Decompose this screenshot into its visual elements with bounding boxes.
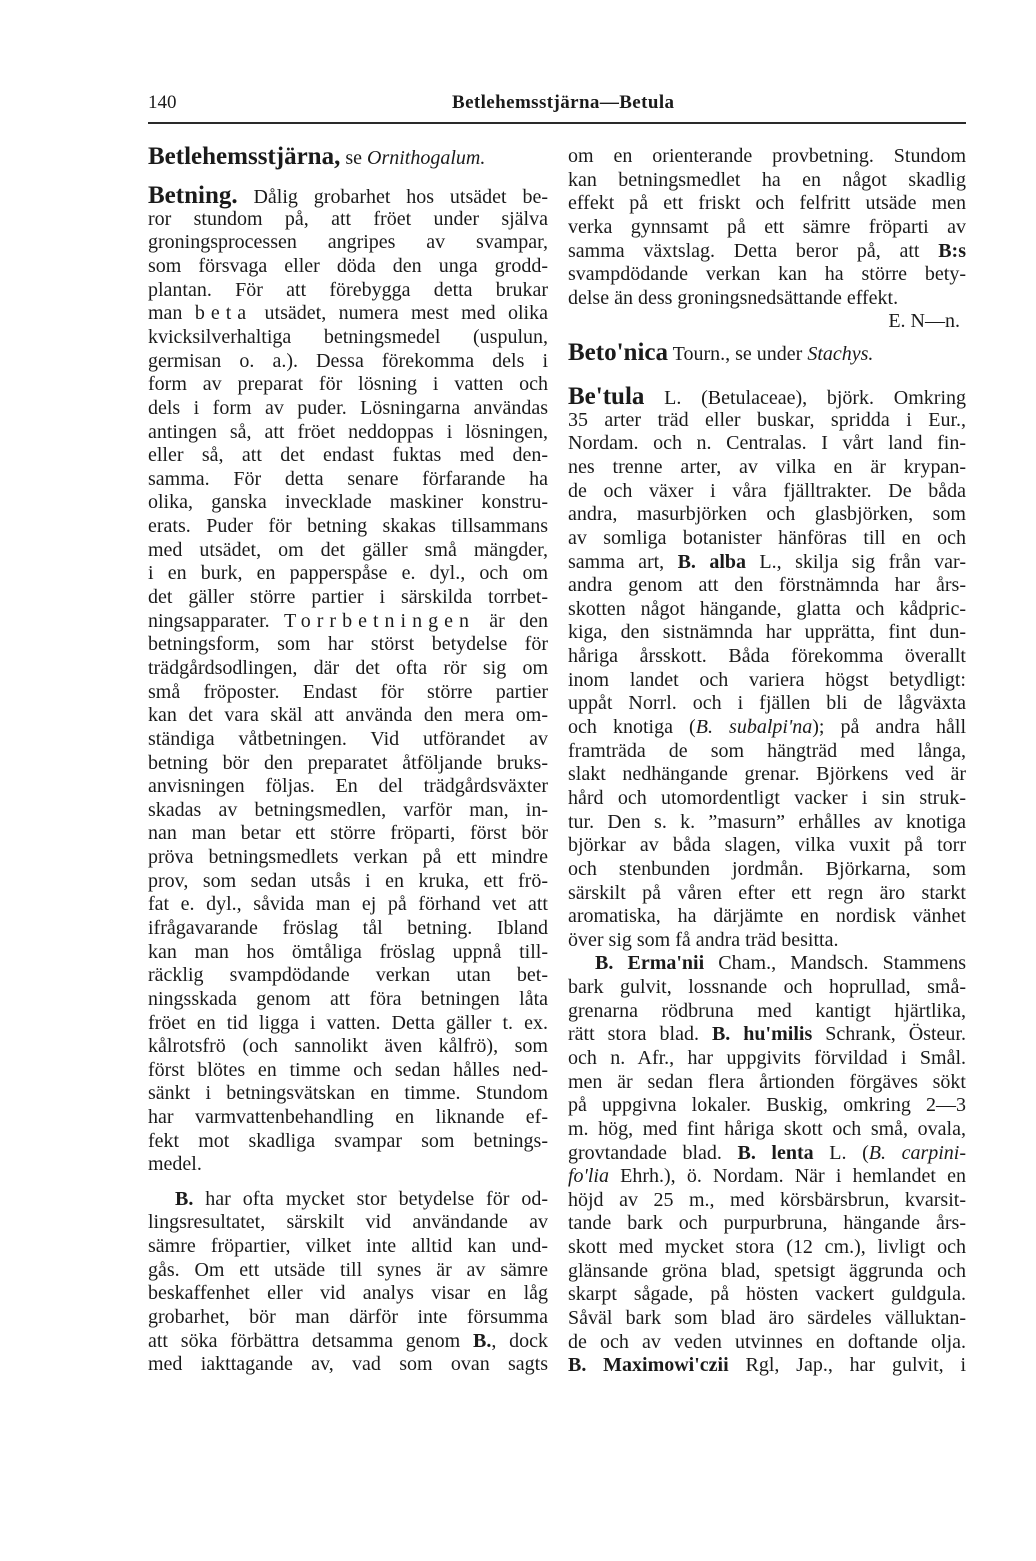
- text: svampdödande verkan kan ha större bety-: [568, 263, 966, 286]
- text: gås. Om ett utsäde till synes är av sämre: [148, 1258, 548, 1281]
- text-line: [148, 1259, 548, 1283]
- article-paragraph: [568, 952, 966, 1378]
- text: dels i form av puder. Lösningarna användas: [148, 396, 548, 419]
- text: uppåt Norrl. och i fjällen bli de lågväxta: [568, 692, 966, 715]
- text: medel.: [148, 1153, 202, 1176]
- text: Såväl bark som blad äro särdeles välluktan-: [568, 1307, 966, 1330]
- text: fekt mot skadliga svampar som betnings-: [148, 1129, 548, 1152]
- text: Schrank, Östeur.: [812, 1023, 966, 1046]
- text-line: [148, 539, 548, 563]
- text-line: [148, 870, 548, 894]
- text: tande bark och purpurbruna, hängande års-: [568, 1212, 966, 1235]
- text-line: [148, 515, 548, 539]
- text-line: [148, 893, 548, 917]
- spaced-text: beta: [194, 302, 253, 325]
- text: tur. Den s. k. ”masurn” erhålles av knotiga: [568, 810, 966, 833]
- text-line: [148, 681, 548, 705]
- text-line: [568, 1331, 966, 1355]
- text: germisan o. a.). Dessa förekomma dels i: [148, 349, 548, 372]
- article-entry: [568, 341, 966, 365]
- text: inom landet och variera högst betydligt:: [568, 668, 966, 691]
- text: skadas av betningsmedlen, varför man, in-: [148, 798, 548, 821]
- text-line: [148, 326, 548, 350]
- italic-text: Ornithogalum.: [367, 147, 486, 169]
- text-line: [148, 421, 548, 445]
- text: grenarna rödbruna med kantigt hjärtlika,: [568, 999, 966, 1022]
- text-line: [148, 1106, 548, 1130]
- text-line: [148, 752, 548, 776]
- text-line: [148, 775, 548, 799]
- text: betningsform, som har störst betydelse för: [148, 633, 548, 656]
- text-line: [568, 409, 966, 433]
- text: är den: [474, 609, 548, 632]
- text-line: [568, 1354, 966, 1378]
- text-line: [148, 231, 548, 255]
- text-line: [148, 846, 548, 870]
- text-line: [148, 1235, 548, 1259]
- text: som försvaga eller döda den unga grodd-: [148, 255, 548, 278]
- text: L. (: [813, 1141, 869, 1164]
- text-line: [148, 941, 548, 965]
- text-line: [568, 882, 966, 906]
- text: aromatiska, ha därjämte en nordisk vänhet: [568, 905, 966, 928]
- text: de och av veden utvinnes en doftande olja.: [568, 1330, 966, 1353]
- headword: Betning.: [148, 182, 238, 210]
- headword: Beto'nica: [568, 339, 668, 367]
- text: groningsprocessen angripes av svampar,: [148, 231, 548, 254]
- text: bark gulvit, lossnande och hoprullad, små-: [568, 976, 966, 999]
- text-line: [148, 1082, 548, 1106]
- text-line: [568, 669, 966, 693]
- text-line: [568, 1260, 966, 1284]
- italic-text: fo'lia: [568, 1165, 609, 1188]
- text: i en burk, en papperspåse e. dyl., och om: [148, 562, 548, 585]
- text-line: [568, 811, 966, 835]
- italic-text: Stachys.: [807, 343, 874, 366]
- text: Cham., Mandsch. Stammens: [704, 952, 966, 975]
- text-line: [568, 551, 966, 575]
- bold-text: B.: [175, 1187, 194, 1210]
- text-line: [568, 216, 966, 240]
- text: över sig som få andra träd besitta.: [568, 928, 839, 951]
- text: skarpt sågade, på hösten vackert guldgula.: [568, 1283, 966, 1306]
- text: 35 arter träd eller buskar, spridda i Eur.,: [568, 408, 966, 431]
- text: av somliga botanister hänföras till en och: [568, 526, 966, 549]
- text: har varmvattenbehandling en liknande ef-: [148, 1106, 548, 1129]
- text-line: [568, 432, 966, 456]
- running-title: Betlehemsstjärna—Betula: [452, 92, 675, 113]
- text: Ehrh.), ö. Nordam. När i hemlandet en: [608, 1165, 966, 1188]
- text-line: [148, 633, 548, 657]
- text: anvisningen följas. En del trädgårdsväxter: [148, 775, 548, 798]
- text: delse än dess groningsnedsättande effekt.: [568, 286, 899, 309]
- text: de och växer i våra fjälltrakter. De båda: [568, 479, 966, 502]
- text-line: [568, 834, 966, 858]
- text: ifrågavarande fröslag tål betning. Ibland: [148, 917, 548, 939]
- text: har ofta mycket stor betydelse för od-: [193, 1187, 548, 1210]
- text-line: [568, 929, 966, 953]
- text: se: [340, 147, 367, 169]
- text-line: [568, 527, 966, 551]
- text-line: [568, 621, 966, 645]
- text: trädgårdsodlingen, där det ofta rör sig om: [148, 656, 548, 679]
- text-line: [148, 1353, 548, 1377]
- left-column: [148, 145, 548, 1377]
- text: Dålig grobarhet hos utsädet be-: [237, 186, 548, 209]
- text-line: [568, 787, 966, 811]
- text-line: [568, 905, 966, 929]
- text: att söka förbättra detsamma genom: [148, 1329, 473, 1352]
- text: L., skilja sig från var-: [746, 550, 966, 573]
- text-line: [148, 1330, 548, 1354]
- text: betning bör den preparatet åtföljande bruks-: [148, 751, 548, 774]
- headword: Be'tula: [568, 383, 645, 411]
- text: kan det vara skäl att använda den mera om-: [148, 704, 548, 727]
- bold-text: B. alba: [677, 550, 747, 573]
- text: slakt nedhängande grenar. Björkens ved är: [568, 763, 966, 786]
- text: framträda de som hängträd med långa,: [568, 739, 966, 762]
- text-line: [568, 1165, 966, 1189]
- text-line: [148, 586, 548, 610]
- text: fröet en tid ligga i vatten. Detta gäller t. ex.: [148, 1011, 548, 1034]
- text: skotten något hängande, glatta och kådpric-: [568, 597, 966, 620]
- text-line: [568, 1023, 966, 1047]
- text-line: [568, 503, 966, 527]
- headword: Betlehemsstjärna,: [148, 143, 341, 170]
- text-line: [568, 1071, 966, 1095]
- text-line: [568, 192, 966, 216]
- text: kålrotsfrö (och sannolikt även kålfrö), som: [148, 1035, 548, 1058]
- text-line: [568, 858, 966, 882]
- text-line: [568, 240, 966, 264]
- bold-text: B.: [472, 1329, 492, 1352]
- text-line: [568, 1189, 966, 1213]
- text-line: [568, 1283, 966, 1307]
- text-line: [148, 145, 548, 169]
- text: man: [148, 302, 195, 325]
- text-line: [148, 373, 548, 397]
- text: björkar av båda slagen, vilka vuxit på torr: [568, 834, 966, 857]
- bold-text: B. Erma'nii: [595, 952, 705, 975]
- article-entry: [148, 145, 548, 169]
- text: först blötes en timme och sedan hålles ned-: [148, 1058, 548, 1081]
- text-line: [568, 1236, 966, 1260]
- text: glänsande gröna blad, spetsigt äggrunda och: [568, 1259, 966, 1282]
- text: effekt på ett friskt och felfritt utsäde men: [568, 192, 966, 215]
- text-line: [568, 740, 966, 764]
- text: håriga årsskott. Båda förekomma överallt: [568, 645, 966, 668]
- text-line: [148, 657, 548, 681]
- text-line: [148, 1059, 548, 1083]
- text-line: [148, 491, 548, 515]
- text: höjd av 25 m., med körsbärsbrun, kvarsit-: [568, 1188, 966, 1211]
- text-line: [568, 456, 966, 480]
- text-line: [148, 1188, 548, 1212]
- text-line: [148, 397, 548, 421]
- text-line: [148, 610, 548, 634]
- header-rule: [148, 122, 966, 124]
- text-line: [568, 1000, 966, 1024]
- text-line: [148, 208, 548, 232]
- text-line: [568, 169, 966, 193]
- text: kan betningsmedlet ha en något skadlig: [568, 168, 966, 191]
- text: samma växtslag. Detta beror på, att: [568, 239, 939, 262]
- article-paragraph: [568, 145, 966, 310]
- text-line: [148, 350, 548, 374]
- text: med utsädet, om det gäller små mängder,: [148, 538, 548, 561]
- text-line: [568, 574, 966, 598]
- text: nes trenne arter, av vilka en är krypan-: [568, 455, 966, 478]
- text-line: [148, 1130, 548, 1154]
- text: pröva betningsmedlets verkan på ett mindre: [148, 846, 548, 869]
- text: andra, masurbjörken och glasbjörken, som: [568, 503, 966, 526]
- text-line: [148, 562, 548, 586]
- text-line: [148, 279, 548, 303]
- bold-text: B. lenta: [737, 1141, 814, 1164]
- text: plantan. För att förebygga detta brukar: [148, 278, 548, 301]
- text: Tourn., se under: [668, 343, 808, 366]
- text: , dock: [491, 1329, 548, 1352]
- text-line: [148, 444, 548, 468]
- text: samma art,: [568, 550, 678, 573]
- text: m. hög, med fint håriga skott och små, ovala,: [568, 1117, 966, 1140]
- text-line: [568, 1142, 966, 1166]
- text: andra genom att den förstnämnda har års-: [568, 574, 966, 597]
- text: och n. Afr., har uppgivits förvildad i Smål.: [568, 1047, 966, 1069]
- text: men är sedan flera årtionden förgäves sökt: [568, 1070, 966, 1093]
- text-line: [148, 1282, 548, 1306]
- text-line: [568, 952, 966, 976]
- text-line: [148, 184, 548, 208]
- text-line: [148, 728, 548, 752]
- text: fat e. dyl., såvida man ej på förhand vet att: [148, 893, 548, 916]
- bold-text: B:s: [938, 239, 966, 262]
- article-entry: [568, 385, 966, 952]
- text: olika, ganska invecklade maskiner konstru-: [148, 491, 548, 514]
- text: kan man hos ömtåliga fröslag uppnå till-: [148, 940, 548, 963]
- text-line: [568, 763, 966, 787]
- text: prov, som sedan utsås i en kruka, ett frö-: [148, 869, 548, 892]
- text: med iakttagande av, vad som ovan sagts: [148, 1353, 548, 1376]
- text-line: [148, 799, 548, 823]
- text: räcklig svampdödande verkan utan bet-: [148, 964, 548, 987]
- text-line: [568, 1212, 966, 1236]
- text: på uppgivna lokaler. Buskig, omkring 2—3: [568, 1094, 966, 1117]
- spaced-text: Torrbetningen: [283, 609, 475, 632]
- text: sänkt i betningsvätskan en timme. Stundom: [148, 1082, 548, 1105]
- text: ningsapparater.: [148, 609, 284, 632]
- text: kiga, den sistnämnda har upprätta, fint dun-: [568, 621, 966, 644]
- text-line: [568, 145, 966, 169]
- text-line: [148, 468, 548, 492]
- bold-text: B. Maximowi'czii: [568, 1354, 729, 1377]
- author-signature: E. N—n.: [888, 310, 960, 333]
- bold-text: B. hu'milis: [711, 1023, 813, 1046]
- page-number: 140: [148, 92, 177, 113]
- text-line: [148, 964, 548, 988]
- text-line: [568, 1307, 966, 1331]
- text-line: [148, 917, 548, 941]
- text: om en orienterande provbetning. Stundom: [568, 145, 966, 167]
- text: antingen så, att fröet neddoppas i lösningen,: [148, 420, 548, 443]
- text-line: [148, 822, 548, 846]
- article-entry: [148, 184, 548, 1177]
- text: sämre fröpartier, vilket inte alltid kan und-: [148, 1235, 548, 1258]
- text: ningsskada genom att föra betningen låta: [148, 987, 548, 1010]
- text: form av preparat för lösning i vatten och: [148, 373, 548, 396]
- text: grobarhet, bör man därför inte försumma: [148, 1305, 548, 1328]
- text: beskaffenhet eller vid analys visar en låg: [148, 1282, 548, 1305]
- text-line: [568, 263, 966, 287]
- text: nan man betar ett större fröparti, först bör: [148, 822, 548, 845]
- text-line: [568, 716, 966, 740]
- text-line: [148, 1211, 548, 1235]
- text: samma. För detta senare förfarande ha: [148, 467, 548, 490]
- text: och stenbunden jordmån. Björkarna, som: [568, 857, 966, 880]
- text-line: [148, 302, 548, 326]
- right-column: [568, 145, 966, 1378]
- text: lingsresultatet, särskilt vid användande av: [148, 1211, 548, 1234]
- text: hård och utomordentligt vacker i sin struk-: [568, 786, 966, 809]
- text: erats. Puder för betning skakas tillsammans: [148, 515, 548, 538]
- text: små fröposter. Endast för större partier: [148, 680, 548, 703]
- text: rätt stora blad.: [568, 1023, 712, 1046]
- text-line: [148, 1306, 548, 1330]
- text: eller så, att det endast fuktas med den-: [148, 444, 548, 467]
- text-line: [148, 1012, 548, 1036]
- text: ); på andra håll: [812, 716, 967, 739]
- text: kvicksilverhaltiga betningsmedel (uspulun,: [148, 325, 548, 348]
- text: grovtandade blad.: [568, 1141, 738, 1164]
- text-line: [148, 255, 548, 279]
- text-line: [148, 1153, 548, 1177]
- text-line: [568, 598, 966, 622]
- text-line: [568, 480, 966, 504]
- text: ror stundom på, att fröet under själva: [148, 207, 548, 230]
- text-line: [568, 287, 966, 311]
- text: utsädet, numera mest med olika: [252, 302, 548, 325]
- text: verka gynnsamt på ett sämre fröparti av: [568, 215, 966, 238]
- text-line: [568, 1094, 966, 1118]
- text-line: [568, 692, 966, 716]
- text-line: [568, 341, 966, 365]
- text: särskilt på våren efter ett regn äro starkt: [568, 881, 966, 904]
- text: och knotiga (: [568, 716, 696, 739]
- text-line: [568, 385, 966, 409]
- text-line: [568, 1118, 966, 1142]
- text-line: [148, 1035, 548, 1059]
- text-line: [568, 1047, 966, 1071]
- text-line: [148, 988, 548, 1012]
- text-line: [568, 976, 966, 1000]
- italic-text: B. carpini-: [868, 1141, 967, 1164]
- text: skott med mycket stora (12 cm.), livligt och: [568, 1236, 966, 1259]
- text: Rgl, Jap., har gulvit, i: [728, 1354, 967, 1377]
- text: Nordam. och n. Centralas. I vårt land fin-: [568, 432, 966, 455]
- italic-text: B. subalpi'na: [695, 716, 813, 739]
- article-paragraph: [148, 1188, 548, 1377]
- text-line: [568, 645, 966, 669]
- text: det gäller större partier i särskilda torrbet-: [148, 586, 548, 609]
- text: ständiga våtbetningen. Vid utförandet av: [148, 727, 548, 750]
- text-line: [148, 704, 548, 728]
- text: L. (Betulaceae), björk. Omkring: [644, 387, 966, 410]
